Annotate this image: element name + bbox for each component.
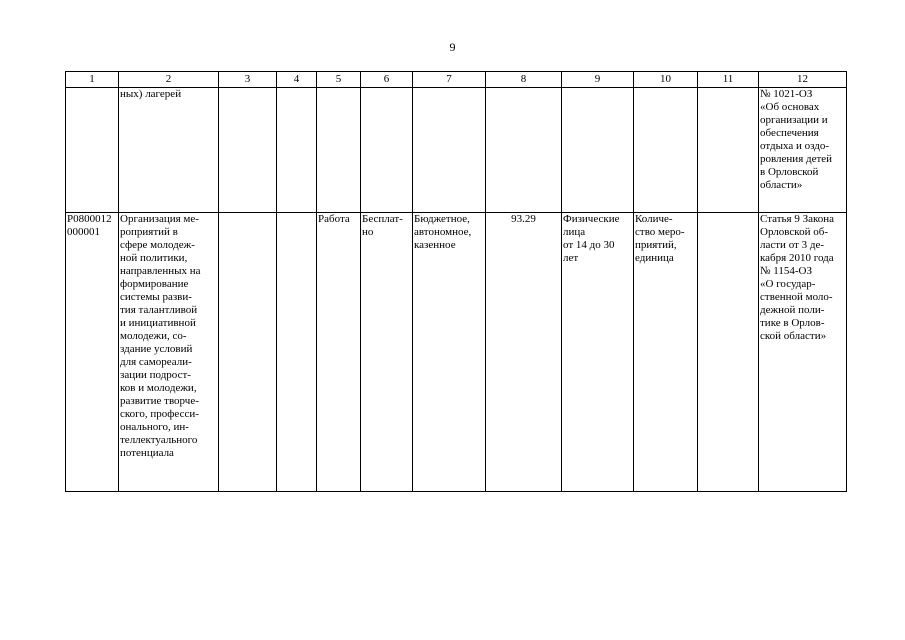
table-cell <box>219 88 277 213</box>
column-number: 5 <box>317 72 361 88</box>
table-cell: ных) лагерей <box>119 88 219 213</box>
column-number: 7 <box>413 72 486 88</box>
column-number: 10 <box>634 72 698 88</box>
services-register-table <box>65 71 847 492</box>
table-cell <box>277 213 317 492</box>
column-number: 1 <box>66 72 119 88</box>
table-cell: Организация ме- роприятий в сфере молодеж- ной политики, направленных на формирование системы разви- тия талантливой и инициативной молодежи, со- здание условий для самореали- зации подрост- ков и молодежи, развитие творче- ского, професси- онального, ин- теллектуального потенциала <box>119 213 219 492</box>
column-number: 8 <box>486 72 562 88</box>
table-row <box>66 88 847 213</box>
table-cell: Бесплат- но <box>361 213 413 492</box>
table-cell <box>486 88 562 213</box>
column-number: 2 <box>119 72 219 88</box>
table-row <box>66 213 847 492</box>
table-cell: № 1021-ОЗ «Об основах организации и обеспечения отдыха и оздо- ровления детей в Орловской области» <box>759 88 847 213</box>
column-number: 6 <box>361 72 413 88</box>
table-cell: Количе- ство меро- приятий, единица <box>634 213 698 492</box>
table-cell <box>562 88 634 213</box>
table-cell <box>219 213 277 492</box>
table-cell: Р0800012 000001 <box>66 213 119 492</box>
table-cell: Работа <box>317 213 361 492</box>
table-cell <box>634 88 698 213</box>
column-number: 12 <box>759 72 847 88</box>
table-cell: Статья 9 Закона Орловской об- ласти от 3 де- кабря 2010 года № 1154-ОЗ «О государ- ственной моло- дежной поли- тике в Орлов- ской области» <box>759 213 847 492</box>
column-number: 11 <box>698 72 759 88</box>
table-cell: 93.29 <box>486 213 562 492</box>
table-cell <box>698 88 759 213</box>
page-number: 9 <box>449 40 456 54</box>
table-cell <box>361 88 413 213</box>
column-number: 3 <box>219 72 277 88</box>
table-cell: Бюджетное, автономное, казенное <box>413 213 486 492</box>
column-number-row <box>66 72 847 88</box>
table-cell <box>66 88 119 213</box>
table-cell <box>698 213 759 492</box>
table-cell <box>413 88 486 213</box>
column-number: 9 <box>562 72 634 88</box>
table-cell: Физические лица от 14 до 30 лет <box>562 213 634 492</box>
column-number: 4 <box>277 72 317 88</box>
table-cell <box>317 88 361 213</box>
table-cell <box>277 88 317 213</box>
